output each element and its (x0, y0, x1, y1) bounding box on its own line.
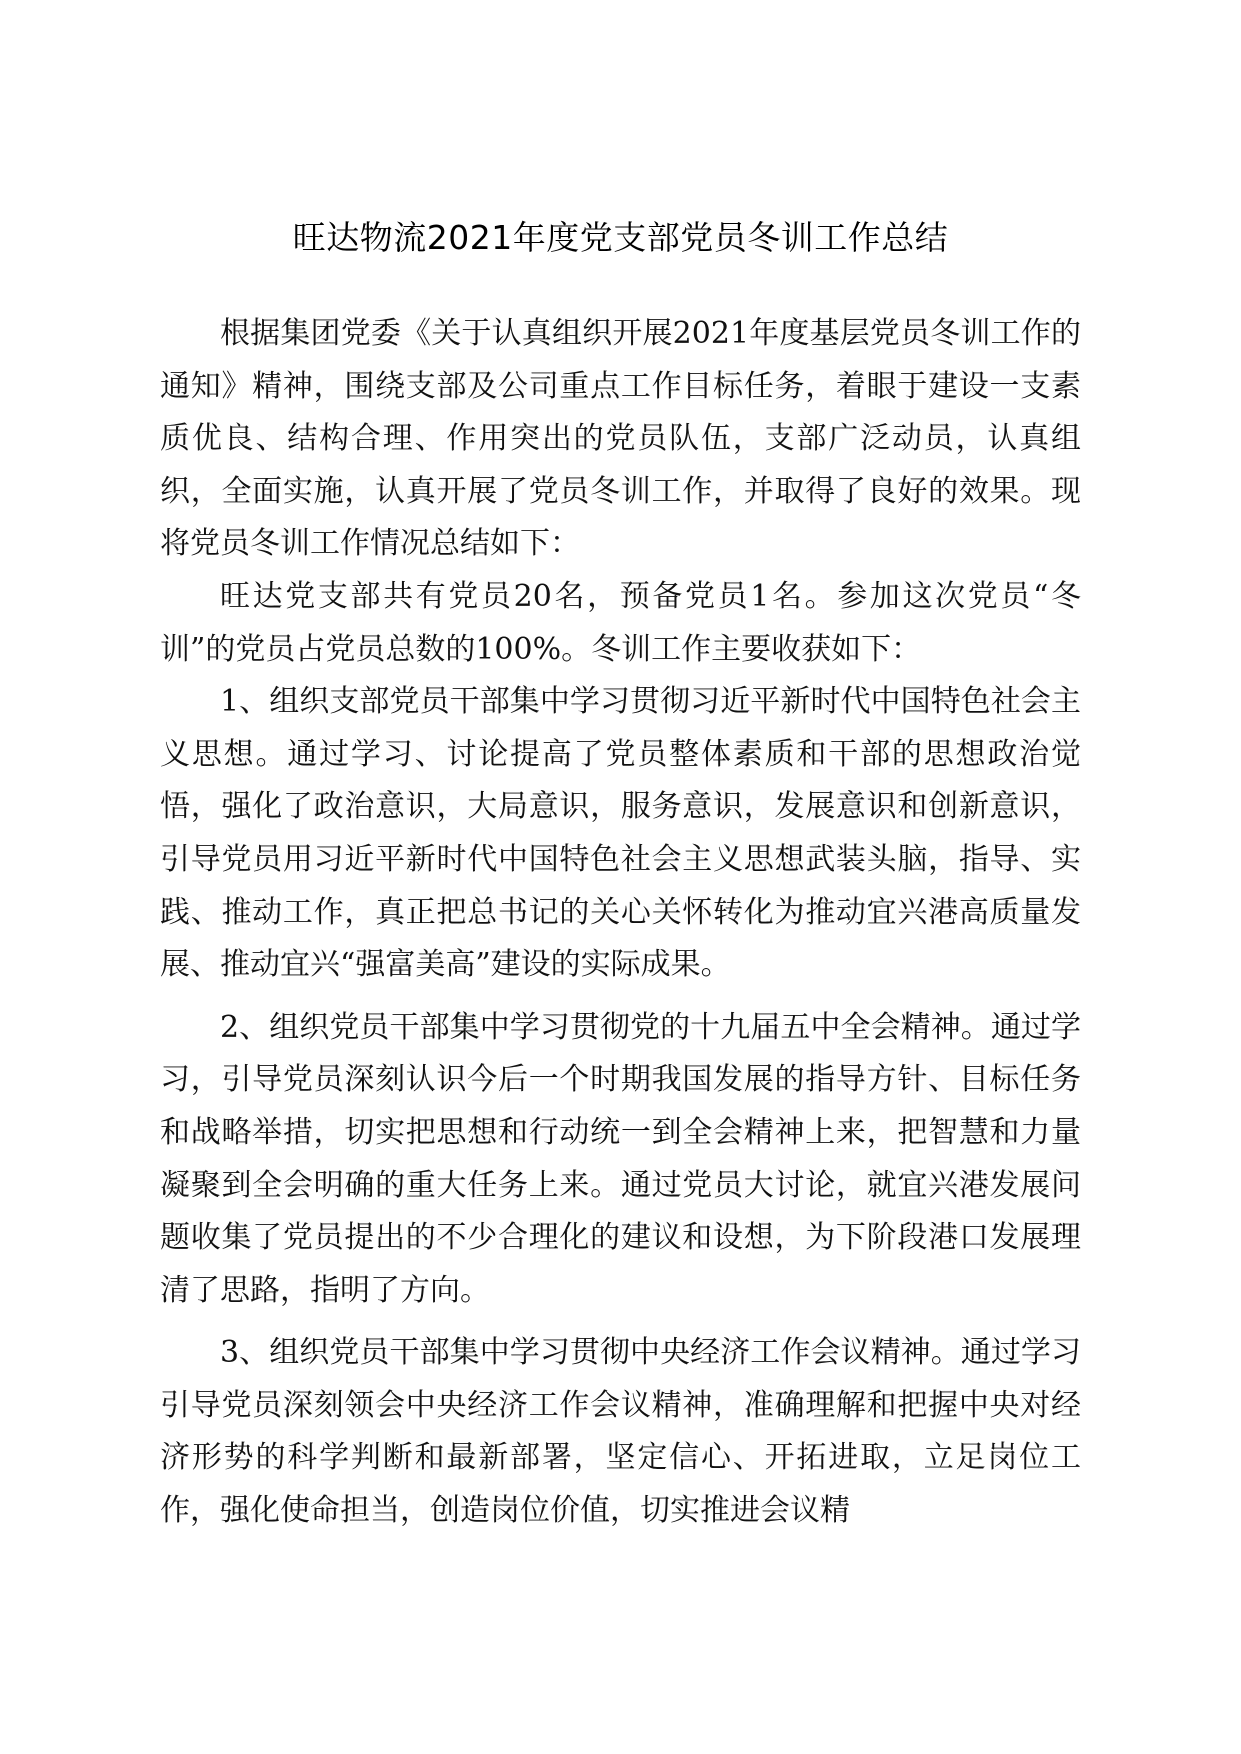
paragraph-item-3: 3、组织党员干部集中学习贯彻中央经济工作会议精神。通过学习引导党员深刻领会中央经济工作会议精神，准确理解和把握中央对经济形势的科学判断和最新部署，坚定信心、开拓进取，立足岗位工作，强化使命担当，创造岗位价值，切实推进会议精 (160, 1335, 1081, 1529)
paragraph-intro: 根据集团党委《关于认真组织开展2021年度基层党员冬训工作的通知》精神，围绕支部及公司重点工作目标任务，着眼于建设一支素质优良、结构合理、作用突出的党员队伍，支部广泛动员，认真组织，全面实施，认真开展了党员冬训工作，并取得了良好的效果。现将党员冬训工作情况总结如下： (160, 316, 1081, 562)
paragraph-item-1: 1、组织支部党员干部集中学习贯彻习近平新时代中国特色社会主义思想。通过学习、讨论提高了党员整体素质和干部的思想政治觉悟，强化了政治意识，大局意识，服务意识，发展意识和创新意识，引导党员用习近平新时代中国特色社会主义思想武装头脑，指导、实践、推动工作，真正把总书记的关心关怀转化为推动宜兴港高质量发展、推动宜兴“强富美高”建设的实际成果。 (160, 684, 1081, 983)
paragraph-item-2: 2、组织党员干部集中学习贯彻党的十九届五中全会精神。通过学习，引导党员深刻认识今后一个时期我国发展的指导方针、目标任务和战略举措，切实把思想和行动统一到全会精神上来，把智慧和力量凝聚到全会明确的重大任务上来。通过党员大讨论，就宜兴港发展问题收集了党员提出的不少合理化的建议和设想，为下阶段港口发展理清了思路，指明了方向。 (160, 1009, 1081, 1308)
document-title: 旺达物流2021年度党支部党员冬训工作总结 (292, 218, 949, 257)
paragraph-membership: 旺达党支部共有党员20名，预备党员1名。参加这次党员“冬训”的党员占党员总数的100%。冬训工作主要收获如下： (160, 578, 1081, 667)
document-body (160, 308, 1081, 1538)
